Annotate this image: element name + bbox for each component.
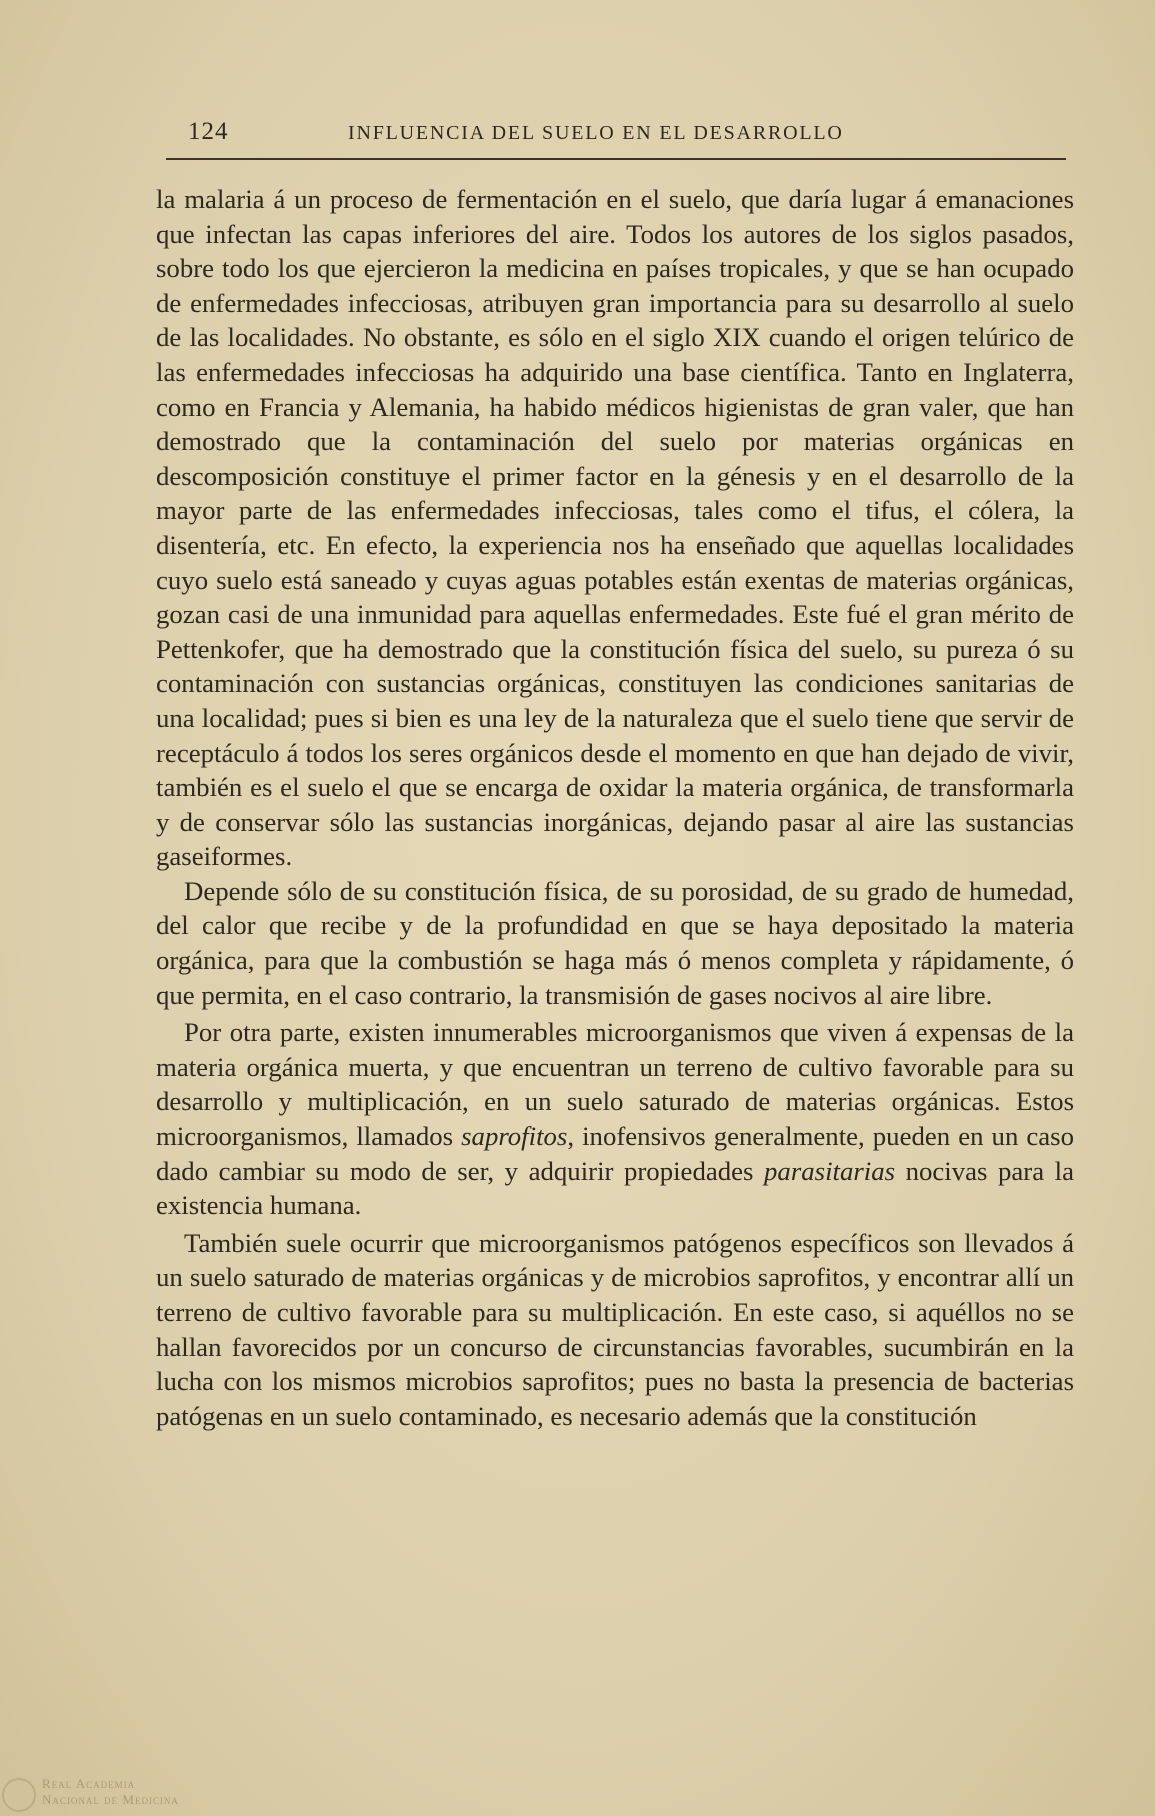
page-header bbox=[188, 118, 1068, 154]
running-title: INFLUENCIA DEL SUELO EN EL DESARROLLO bbox=[348, 122, 844, 144]
paragraph-4: También suele ocurrir que microorganismos patógenos específicos son llevados á un suelo saturado de materias orgánicas y de microbios saprofitos, y encontrar allí un terreno de cultivo favorable para su multiplicación. En este caso, si aquéllos no se hallan favorecidos por un concurso de circunstancias favorables, sucumbirán en la lucha con los mismos microbios saprofitos; pues no basta la presencia de bacterias patógenas en un suelo contaminado, es necesario además que la constitución bbox=[156, 1227, 1074, 1431]
paragraph-3 bbox=[156, 1015, 1074, 1223]
watermark-line-2: Nacional de Medicina bbox=[42, 1792, 179, 1807]
academy-seal-icon bbox=[2, 1778, 36, 1812]
paragraph-1: la malaria á un proceso de fermentación en el suelo, que daría lugar á emanaciones que infectan las capas inferiores del aire. Todos los autores de los siglos pasados, sobre todo los que ejercieron la medicina en países tropicales, y que se han ocupado de enfermedades infecciosas, atribuyen gran importancia para su desarrollo al suelo de las localidades. No obstante, es sólo en el siglo XIX cuando el origen telúrico de las enfermedades infecciosas ha adquirido una base científica. Tanto en Inglaterra, como en Francia y Alemania, ha habido médicos higienistas de gran valer, que han demostrado que la contaminación del suelo por materias orgánicas en descomposición constituye el primer factor en la génesis y en el desarrollo de la mayor parte de las enfermedades infecciosas, tales como el tifus, el cólera, la disentería, etc. En efecto, la experiencia nos ha enseñado que aquellas localidades cuyo suelo está saneado y cuyas aguas potables están exentas de materias orgánicas, gozan casi de una inmunidad para aquellas enfermedades. Este fué el gran mérito de Pettenkofer, que ha demostrado que la constitución física del suelo, su pureza ó su contaminación con sustancias orgánicas, constituyen las condiciones sanitarias de una localidad; pues si bien es una ley de la naturaleza que el suelo tiene que servir de receptáculo á todos los seres orgánicos desde el momento en que han dejado de vivir, también es el suelo el que se encarga de oxidar la materia orgánica, de transformarla y de conservar sólo las sustancias inorgánicas, dejando pasar al aire las sustancias gaseiformes. bbox=[156, 184, 1074, 872]
header-rule bbox=[166, 158, 1066, 160]
watermark-line-1: Real Academia bbox=[42, 1776, 136, 1791]
body-text bbox=[156, 182, 1074, 1433]
paragraph-3-part-3: nocivas para la existencia humana. bbox=[156, 1155, 1074, 1221]
paragraph-3-part-2: , inofensivos generalmente, pueden en un caso dado cambiar su modo de ser, y adquirir propiedades bbox=[156, 1121, 1075, 1186]
watermark-text bbox=[42, 1776, 179, 1808]
paragraph-3-part-1: Por otra parte, existen innumerables microorganismos que viven á expensas de la materia orgánica muerta, y que encuentran un terreno de cultivo favorable para su desarrollo y multiplicación, en un suelo saturado de materias orgánicas. Estos microorganismos, llamados bbox=[156, 1017, 1074, 1152]
page-number: 124 bbox=[188, 118, 229, 145]
library-watermark bbox=[2, 1776, 202, 1812]
paragraph-2: Depende sólo de su constitución física, de su porosidad, de su grado de humedad, del calor que recibe y de la profundidad en que se haya depositado la materia orgánica, para que la combustión se haga más ó menos completa y rápidamente, ó que permita, en el caso contrario, la transmisión de gases nocivos al aire libre. bbox=[156, 875, 1074, 1010]
term-saprofitos: saprofitos bbox=[461, 1121, 568, 1152]
term-parasitarias: parasitarias bbox=[764, 1155, 896, 1186]
